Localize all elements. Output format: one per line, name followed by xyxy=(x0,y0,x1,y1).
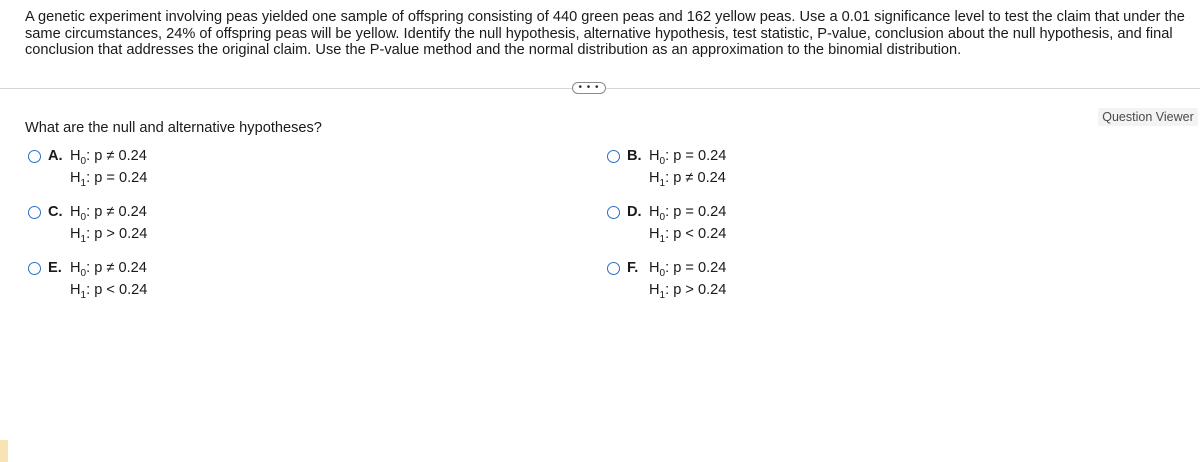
radio-button[interactable] xyxy=(607,150,620,163)
option-letter: A. xyxy=(48,148,63,164)
null-hypothesis: $H_0$: p ≠ 0.24 xyxy=(70,148,147,167)
option-e[interactable] xyxy=(28,260,228,304)
option-a[interactable] xyxy=(28,148,228,192)
option-b[interactable] xyxy=(607,148,807,192)
null-hypothesis: $H_0$: p = 0.24 xyxy=(649,260,727,279)
alternative-hypothesis: $H_1$: p < 0.24 xyxy=(649,226,727,245)
side-accent-strip xyxy=(0,440,8,462)
alternative-hypothesis: $H_1$: p = 0.24 xyxy=(70,170,148,189)
option-letter: E. xyxy=(48,260,62,276)
radio-button[interactable] xyxy=(607,262,620,275)
option-d[interactable] xyxy=(607,204,807,248)
problem-statement: A genetic experiment involving peas yielded one sample of offspring consisting of 440 green peas and 162 yellow peas. Use a 0.01 significance level to test the claim that under the same circumstances, 24% of offspring peas will be yellow. Identify the null hypothesis, alternative hypothesis, test statistic, P-value, conclusion about the null hypothesis, and final conclusion that addresses the original claim. Use the P-value method and the normal distribution as an approximation to the binomial distribution. xyxy=(25,9,1185,58)
alternative-hypothesis: $H_1$: p > 0.24 xyxy=(70,226,148,245)
radio-button[interactable] xyxy=(28,262,41,275)
option-letter: C. xyxy=(48,204,63,220)
option-letter: D. xyxy=(627,204,642,220)
question-prompt: What are the null and alternative hypotheses? xyxy=(25,120,322,136)
question-viewer-button[interactable]: Question Viewer xyxy=(1098,108,1198,126)
null-hypothesis: $H_0$: p ≠ 0.24 xyxy=(70,260,147,279)
null-hypothesis: $H_0$: p ≠ 0.24 xyxy=(70,204,147,223)
alternative-hypothesis: $H_1$: p ≠ 0.24 xyxy=(649,170,726,189)
radio-button[interactable] xyxy=(28,150,41,163)
option-f[interactable] xyxy=(607,260,807,304)
alternative-hypothesis: $H_1$: p < 0.24 xyxy=(70,282,148,301)
option-c[interactable] xyxy=(28,204,228,248)
radio-button[interactable] xyxy=(607,206,620,219)
null-hypothesis: $H_0$: p = 0.24 xyxy=(649,204,727,223)
option-letter: F. xyxy=(627,260,639,276)
alternative-hypothesis: $H_1$: p > 0.24 xyxy=(649,282,727,301)
null-hypothesis: $H_0$: p = 0.24 xyxy=(649,148,727,167)
radio-button[interactable] xyxy=(28,206,41,219)
option-letter: B. xyxy=(627,148,642,164)
expand-more-button[interactable]: • • • xyxy=(572,82,606,94)
